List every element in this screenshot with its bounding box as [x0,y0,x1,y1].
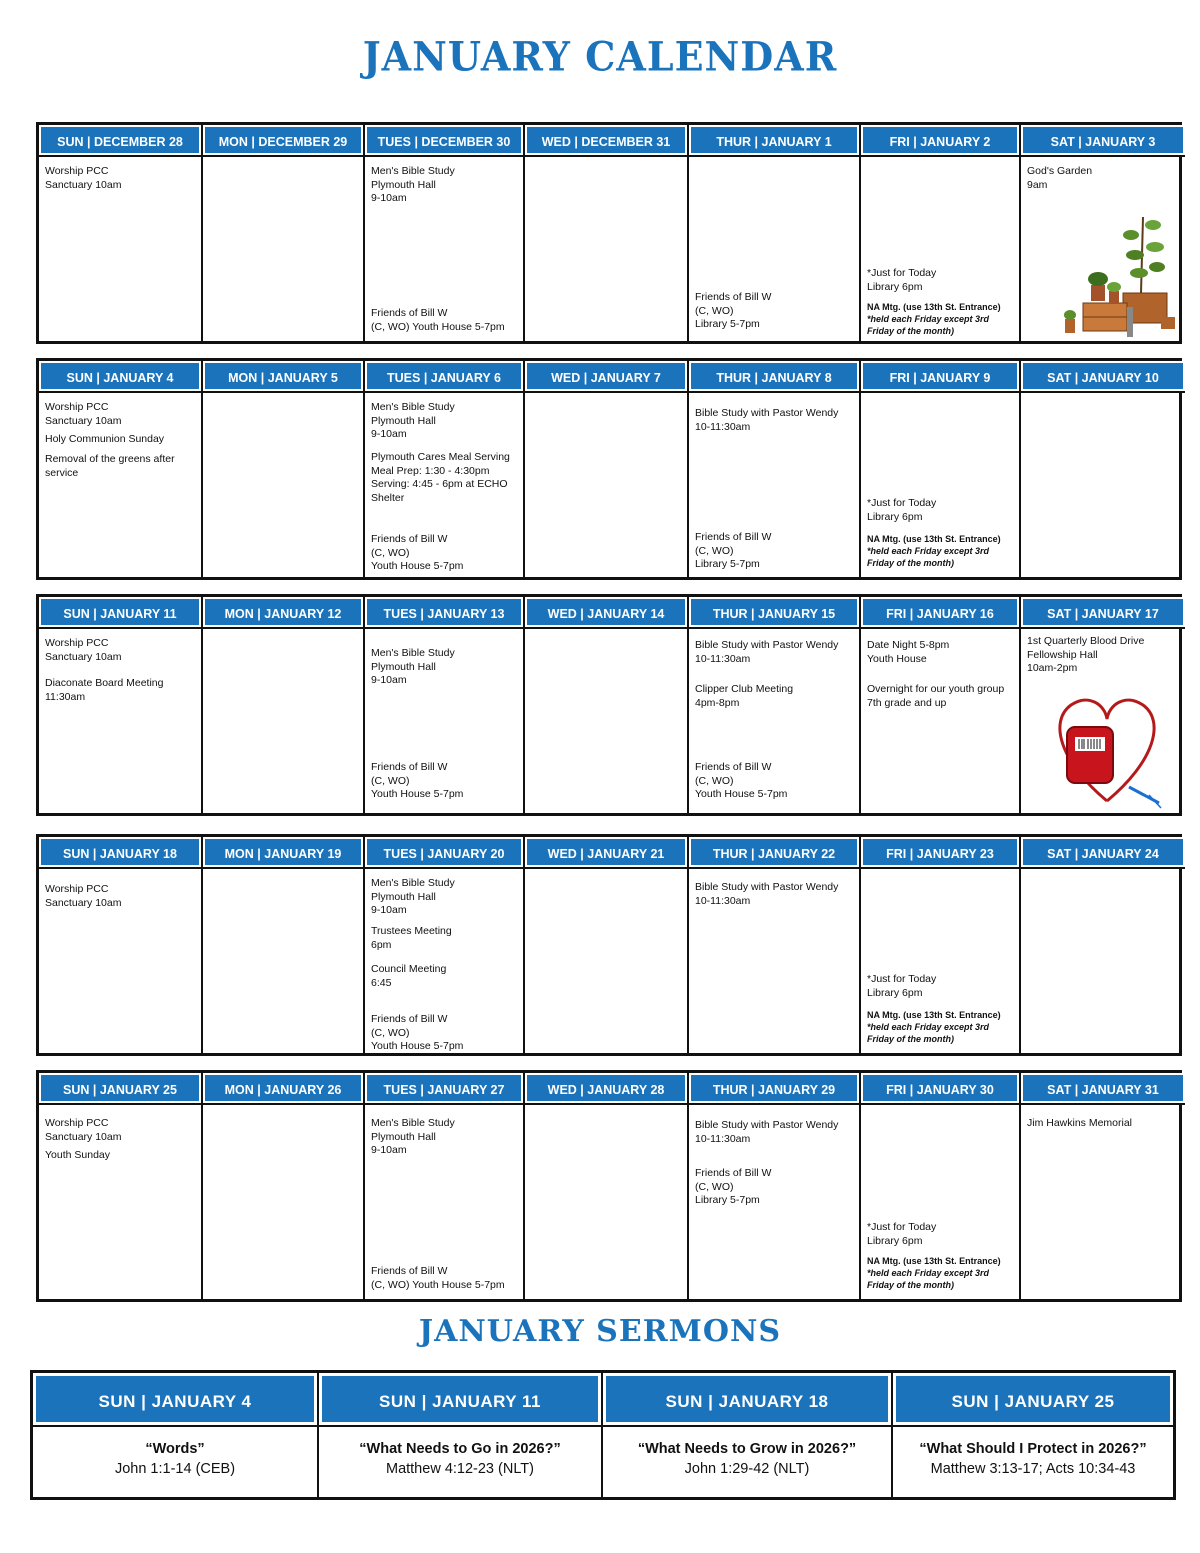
calendar-day-cell [39,361,203,577]
calendar-event: Worship PCC Sanctuary 10am [45,637,122,663]
calendar-event: Bible Study with Pastor Wendy 10-11:30am [695,407,839,433]
calendar-event: Friends of Bill W (C, WO) Library 5-7pm [695,291,772,330]
calendar-week-row [36,594,1182,816]
calendar-day-cell [689,597,861,813]
day-header: FRI | JANUARY 2 [861,125,1019,155]
calendar-day-cell [525,361,689,577]
calendar-event: *held each Friday except 3rd Friday of the month) [867,1268,990,1290]
day-body [861,1103,1019,1299]
calendar-event: *held each Friday except 3rd Friday of the month) [867,546,990,568]
calendar-event: *Just for Today Library 6pm [867,497,937,523]
calendar-day-cell [365,597,525,813]
day-body [365,867,523,1053]
calendar-event: Holy Communion Sunday [45,433,165,445]
calendar-event: Clipper Club Meeting 4pm-8pm [695,683,794,709]
calendar-day-cell [861,597,1021,813]
sermon-date-header: SUN | JANUARY 4 [33,1373,317,1425]
calendar-event: Bible Study with Pastor Wendy 10-11:30am [695,1119,839,1145]
day-header: MON | JANUARY 19 [203,837,363,867]
calendar-day-cell [525,1073,689,1299]
day-body [1021,867,1185,1053]
calendar-day-cell [39,1073,203,1299]
calendar-event: Men's Bible Study Plymouth Hall 9-10am [371,647,455,686]
sermon-column [603,1373,893,1497]
calendar-event: God's Garden 9am [1027,165,1093,191]
calendar-event: *Just for Today Library 6pm [867,973,937,999]
calendar-day-cell [861,1073,1021,1299]
day-body [861,627,1019,813]
sermon-scripture: Matthew 3:13-17; Acts 10:34-43 [930,1461,1136,1477]
calendar-title: JANUARY CALENDAR [362,32,838,81]
day-header: THUR | JANUARY 1 [689,125,859,155]
calendar-event: Friends of Bill W (C, WO) Youth House 5-7pm [371,1265,505,1291]
sermon-title: “What Should I Protect in 2026?” [919,1441,1147,1457]
calendar-event: NA Mtg. (use 13th St. Entrance) [867,1010,1001,1020]
calendar-event: Men's Bible Study Plymouth Hall 9-10am [371,1117,455,1156]
calendar-day-cell [1021,837,1185,1053]
sermon-scripture: John 1:29-42 (NLT) [684,1461,810,1477]
day-header: SAT | JANUARY 31 [1021,1073,1185,1103]
day-body [365,155,523,341]
day-body [39,627,201,813]
calendar-event: *Just for Today Library 6pm [867,1221,937,1247]
calendar-day-cell [39,597,203,813]
sermon-body [33,1425,317,1479]
day-body [203,391,363,577]
day-body [525,1103,687,1299]
day-header: THUR | JANUARY 22 [689,837,859,867]
day-body [1021,627,1185,813]
calendar-event: Diaconate Board Meeting 11:30am [45,677,164,703]
day-header: TUES | JANUARY 20 [365,837,523,867]
day-body [39,1103,201,1299]
day-header: SUN | JANUARY 4 [39,361,201,391]
sermon-column [319,1373,603,1497]
day-body [689,867,859,1053]
calendar-event: Men's Bible Study Plymouth Hall 9-10am [371,165,455,204]
day-header: FRI | JANUARY 9 [861,361,1019,391]
day-body [203,1103,363,1299]
calendar-event: Friends of Bill W (C, WO) Youth House 5-7pm [371,1013,464,1052]
sermons-title: JANUARY SERMONS [418,1314,782,1349]
day-body [1021,391,1185,577]
day-header: MON | JANUARY 12 [203,597,363,627]
calendar-day-cell [689,1073,861,1299]
day-body [525,391,687,577]
day-body [365,391,523,577]
calendar-event: Overnight for our youth group 7th grade and up [867,683,1005,709]
day-header: WED | JANUARY 21 [525,837,687,867]
calendar-event: Friends of Bill W (C, WO) Youth House 5-7pm [371,533,464,572]
day-header: THUR | JANUARY 29 [689,1073,859,1103]
calendar-event: Friends of Bill W (C, WO) Youth House 5-7pm [371,761,464,800]
calendar-day-cell [689,125,861,341]
day-body [203,627,363,813]
day-header: SAT | JANUARY 3 [1021,125,1185,155]
day-header: THUR | JANUARY 8 [689,361,859,391]
day-header: SUN | JANUARY 11 [39,597,201,627]
calendar-day-cell [39,837,203,1053]
calendar-event: Plymouth Cares Meal Serving Meal Prep: 1:30 - 4:30pm Serving: 4:45 - 6pm at ECHO Shelter [371,451,510,504]
calendar-day-cell [203,125,365,341]
calendar-day-cell [365,1073,525,1299]
day-header: WED | JANUARY 14 [525,597,687,627]
potted-plants-icon [1061,207,1181,339]
day-header: SUN | JANUARY 18 [39,837,201,867]
calendar-event: Friends of Bill W (C, WO) Youth House 5-7pm [695,761,788,800]
day-header: SAT | JANUARY 17 [1021,597,1185,627]
sermon-date-header: SUN | JANUARY 25 [893,1373,1173,1425]
day-header: SAT | JANUARY 24 [1021,837,1185,867]
day-body [689,155,859,341]
day-body [861,391,1019,577]
day-body [689,627,859,813]
calendar-day-cell [203,597,365,813]
day-header: MON | DECEMBER 29 [203,125,363,155]
sermon-title: “What Needs to Go in 2026?” [359,1441,561,1457]
calendar-day-cell [861,837,1021,1053]
calendar-day-cell [365,361,525,577]
calendar-week-row [36,122,1182,344]
day-body [525,867,687,1053]
calendar-day-cell [525,125,689,341]
sermon-body [893,1425,1173,1479]
day-header: FRI | JANUARY 16 [861,597,1019,627]
calendar-event: Friends of Bill W (C, WO) Youth House 5-7pm [371,307,505,333]
calendar-day-cell [1021,125,1185,341]
day-body [689,391,859,577]
sermons-table [30,1370,1176,1500]
day-header: FRI | JANUARY 30 [861,1073,1019,1103]
sermon-column [893,1373,1173,1497]
sermon-title: “What Needs to Grow in 2026?” [637,1441,857,1457]
calendar-event: 1st Quarterly Blood Drive Fellowship Hall 10am-2pm [1027,635,1145,674]
calendar-event: Bible Study with Pastor Wendy 10-11:30am [695,881,839,907]
calendar-day-cell [1021,1073,1185,1299]
day-body [1021,155,1185,341]
day-body [861,867,1019,1053]
calendar-week-row [36,1070,1182,1302]
day-body [525,155,687,341]
day-body [689,1103,859,1299]
day-header: TUES | DECEMBER 30 [365,125,523,155]
sermon-date-header: SUN | JANUARY 11 [319,1373,601,1425]
calendar-event: Friends of Bill W (C, WO) Library 5-7pm [695,1167,772,1206]
day-header: SUN | DECEMBER 28 [39,125,201,155]
calendar-day-cell [525,837,689,1053]
day-header: SAT | JANUARY 10 [1021,361,1185,391]
calendar-day-cell [689,837,861,1053]
calendar-event: NA Mtg. (use 13th St. Entrance) [867,1256,1001,1266]
calendar-day-cell [1021,597,1185,813]
day-body [203,867,363,1053]
calendar-day-cell [525,597,689,813]
day-header: SUN | JANUARY 25 [39,1073,201,1103]
day-body [203,155,363,341]
day-header: TUES | JANUARY 27 [365,1073,523,1103]
calendar-event: Bible Study with Pastor Wendy 10-11:30am [695,639,839,665]
calendar-day-cell [203,361,365,577]
day-body [365,1103,523,1299]
calendar-event: Men's Bible Study Plymouth Hall 9-10am [371,877,455,916]
calendar-day-cell [39,125,203,341]
day-header: MON | JANUARY 5 [203,361,363,391]
sermon-body [603,1425,891,1479]
day-header: WED | DECEMBER 31 [525,125,687,155]
sermon-title: “Words” [145,1441,205,1457]
day-header: FRI | JANUARY 23 [861,837,1019,867]
sermon-column [33,1373,319,1497]
sermon-scripture: John 1:1-14 (CEB) [114,1461,236,1477]
day-body [861,155,1019,341]
calendar-week-row [36,358,1182,580]
day-header: WED | JANUARY 28 [525,1073,687,1103]
day-body [525,627,687,813]
calendar-event: NA Mtg. (use 13th St. Entrance) [867,302,1001,312]
sermon-scripture: Matthew 4:12-23 (NLT) [385,1461,534,1477]
calendar-day-cell [365,125,525,341]
day-header: WED | JANUARY 7 [525,361,687,391]
calendar-event: Friends of Bill W (C, WO) Library 5-7pm [695,531,772,570]
sermon-date-header: SUN | JANUARY 18 [603,1373,891,1425]
calendar-day-cell [689,361,861,577]
calendar-event: *held each Friday except 3rd Friday of the month) [867,1022,990,1044]
calendar-event: Council Meeting 6:45 [371,963,447,989]
calendar-day-cell [861,361,1021,577]
calendar-event: Worship PCC Sanctuary 10am [45,165,122,191]
day-body [365,627,523,813]
day-body [1021,1103,1185,1299]
calendar-day-cell [203,1073,365,1299]
calendar-event: Jim Hawkins Memorial [1027,1117,1133,1129]
day-body [39,155,201,341]
calendar-event: Trustees Meeting 6pm [371,925,452,951]
calendar-event: *Just for Today Library 6pm [867,267,937,293]
day-header: TUES | JANUARY 6 [365,361,523,391]
calendar-event: Worship PCC Sanctuary 10am [45,401,122,427]
day-header: THUR | JANUARY 15 [689,597,859,627]
calendar-event: NA Mtg. (use 13th St. Entrance) [867,534,1001,544]
calendar-day-cell [861,125,1021,341]
day-header: MON | JANUARY 26 [203,1073,363,1103]
calendar-day-cell [1021,361,1185,577]
calendar-week-row [36,834,1182,1056]
calendar-event: Worship PCC Sanctuary 10am [45,1117,122,1143]
day-header: TUES | JANUARY 13 [365,597,523,627]
day-body [39,391,201,577]
sermon-body [319,1425,601,1479]
day-body [39,867,201,1053]
calendar-event: Youth Sunday [45,1149,111,1161]
calendar-event: Worship PCC Sanctuary 10am [45,883,122,909]
calendar-event: Men's Bible Study Plymouth Hall 9-10am [371,401,455,440]
calendar-day-cell [203,837,365,1053]
calendar-event: Removal of the greens after service [45,453,175,479]
blood-bag-heart-icon [1049,691,1165,809]
calendar-event: Date Night 5-8pm Youth House [867,639,950,665]
calendar-event: *held each Friday except 3rd Friday of the month) [867,314,990,336]
calendar-day-cell [365,837,525,1053]
